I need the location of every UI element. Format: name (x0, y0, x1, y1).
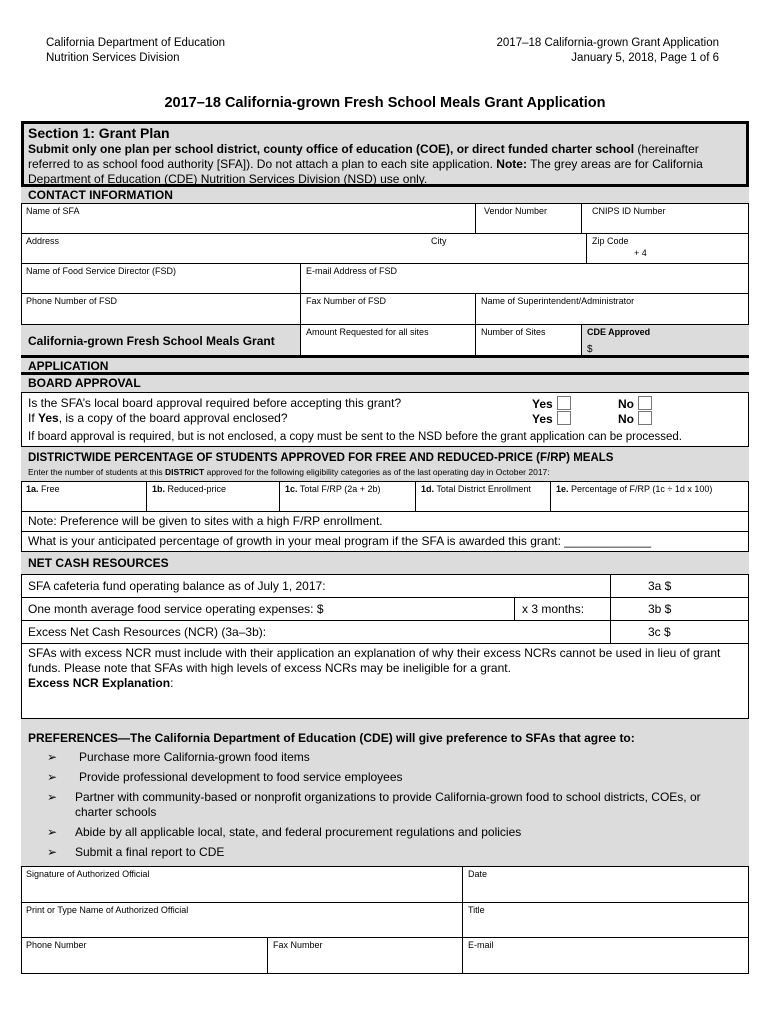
page-title: 2017–18 California-grown Fresh School Meals Grant Application (164, 95, 606, 111)
preferences-heading: PREFERENCES—The California Department of Education (CDE) will give preference to SFAs that agree to: (28, 731, 635, 745)
page-header-right (497, 36, 719, 66)
frp-note: Note: Preference will be given to sites with a high F/RP enrollment. (28, 514, 383, 528)
preferences-list (21, 750, 736, 865)
frp-percentage-field[interactable]: 1e. Percentage of F/RP (1c ÷ 1d x 100) (550, 482, 749, 511)
q2-yes-checkbox[interactable] (557, 411, 571, 425)
q1-yes-checkbox[interactable] (557, 396, 571, 410)
header-org: California Department of Education (46, 37, 225, 49)
title-field[interactable]: Title (462, 903, 749, 937)
header-doc-title: 2017–18 California-grown Grant Application (496, 37, 719, 49)
preference-item: ➢ Partner with community-based or nonprofit organizations to provide California-grown food to school districts, COEs, or charter schools (47, 790, 701, 819)
page-header-left (46, 36, 225, 66)
contact-heading: CONTACT INFORMATION (28, 188, 173, 202)
arrow-bullet-icon: ➢ (47, 825, 58, 839)
fsd-phone-field[interactable]: Phone Number of FSD (26, 296, 118, 306)
superintendent-field[interactable]: Name of Superintendent/Administrator (475, 294, 749, 324)
arrow-bullet-icon: ➢ (47, 770, 58, 784)
fsd-email-field[interactable]: E-mail Address of FSD (300, 264, 749, 293)
fax-field[interactable]: Fax Number (267, 938, 462, 973)
ncr-3a-label: SFA cafeteria fund operating balance as of July 1, 2017: (28, 579, 326, 593)
phone-field[interactable]: Phone Number (26, 940, 87, 950)
number-sites-field[interactable]: Number of Sites (475, 325, 581, 355)
section1-block (21, 121, 749, 187)
board-heading: BOARD APPROVAL (28, 376, 141, 390)
section1-intro: Submit only one plan per school district, county office of education (COE), or direct funded charter school (hereinafter referred to as school food authority [SFA]). Do not attach a plan to each site application. Note: The grey areas are for California Department of Education (CDE) Nutrition Services Division (NSD) use only. (28, 142, 703, 186)
frp-columns-row (21, 482, 749, 512)
contact-heading-row (21, 187, 749, 204)
section1-heading: Section 1: Grant Plan (28, 125, 170, 141)
amount-requested-field[interactable]: Amount Requested for all sites (300, 325, 475, 355)
q1-yes: Yes (532, 396, 571, 411)
ncr-3c-field[interactable]: 3c $ (610, 621, 749, 643)
preference-item: ➢ Abide by all applicable local, state, and federal procurement regulations and policies (47, 825, 522, 839)
frp-enrollment-field[interactable]: 1d. Total District Enrollment (415, 482, 550, 511)
ncr-row-3b (21, 598, 749, 621)
board-q2: If Yes, is a copy of the board approval enclosed? (28, 411, 288, 425)
ncr-3b-field[interactable]: 3b $ (610, 598, 749, 620)
grant-label: California-grown Fresh School Meals Grant (28, 334, 275, 348)
frp-total-field[interactable]: 1c. Total F/RP (2a + 2b) (279, 482, 415, 511)
print-name-field[interactable]: Print or Type Name of Authorized Official (26, 905, 189, 915)
arrow-bullet-icon: ➢ (47, 750, 58, 764)
application-heading: APPLICATION (28, 359, 109, 373)
ncr-3a-field[interactable]: 3a $ (610, 575, 749, 597)
board-heading-row (21, 375, 749, 393)
board-q1: Is the SFA’s local board approval required before accepting this grant? (28, 396, 402, 410)
application-heading-row (21, 358, 749, 375)
address-field[interactable]: Address (26, 236, 60, 246)
signature-field[interactable]: Signature of Authorized Official (26, 869, 150, 879)
ncr-3c-label: Excess Net Cash Resources (NCR) (3a–3b): (28, 625, 267, 639)
q2-no: No (618, 411, 652, 426)
contact-row-fsd (21, 264, 749, 294)
fsd-fax-field[interactable]: Fax Number of FSD (300, 294, 475, 324)
contact-row-phone (21, 294, 749, 325)
phone-row (21, 938, 749, 974)
ncr-heading: NET CASH RESOURCES (28, 556, 169, 570)
q2-no-checkbox[interactable] (638, 411, 652, 425)
zip-plus4: + 4 (634, 248, 647, 258)
date-field[interactable]: Date (462, 867, 749, 902)
frp-heading-row (21, 447, 749, 482)
frp-reduced-field[interactable]: 1b. Reduced-price (146, 482, 279, 511)
q1-no: No (618, 396, 652, 411)
frp-heading: DISTRICTWIDE PERCENTAGE OF STUDENTS APPROVED FOR FREE AND REDUCED-PRICE (F/RP) MEALS (28, 452, 614, 464)
ncr-explanation-text: SFAs with excess NCR must include with their application an explanation of why their excess NCRs cannot be used in lieu of grant funds. Please note that SFAs with high levels of excess NCRs may be ineligible for a grant. (28, 646, 721, 675)
ncr-explanation-label: Excess NCR Explanation: (28, 676, 174, 690)
preference-item: ➢ Provide professional development to food service employees (47, 770, 403, 784)
arrow-bullet-icon: ➢ (47, 845, 58, 859)
frp-free-field[interactable]: 1a. Free (26, 484, 60, 494)
ncr-3b-multiplier: x 3 months: (514, 598, 610, 620)
header-date-page: January 5, 2018, Page 1 of 6 (571, 52, 719, 64)
preference-item: ➢ Submit a final report to CDE (47, 845, 225, 859)
grant-request-row (21, 325, 749, 358)
vendor-number-field[interactable]: Vendor Number (475, 204, 581, 233)
print-name-row (21, 903, 749, 938)
preferences-block (21, 719, 749, 867)
name-sfa-field[interactable]: Name of SFA (26, 206, 80, 216)
header-division: Nutrition Services Division (46, 52, 180, 64)
ncr-3b-label[interactable]: One month average food service operating expenses: $ (28, 602, 324, 616)
q1-no-checkbox[interactable] (638, 396, 652, 410)
cnips-id-field[interactable]: CNIPS ID Number (581, 204, 749, 233)
frp-note-row (21, 512, 749, 532)
contact-row-sfa (21, 204, 749, 234)
cde-approved-dollar: $ (587, 344, 593, 355)
signature-row (21, 867, 749, 903)
board-note: If board approval is required, but is not enclosed, a copy must be sent to the NSD before the grant application can be processed. (28, 431, 682, 443)
fsd-name-field[interactable]: Name of Food Service Director (FSD) (26, 266, 177, 276)
board-approval-block (21, 393, 749, 447)
contact-row-address (21, 234, 749, 264)
growth-question[interactable]: What is your anticipated percentage of growth in your meal program if the SFA is awarded this grant: _____________ (28, 534, 652, 548)
growth-row (21, 532, 749, 552)
arrow-bullet-icon: ➢ (47, 790, 58, 804)
email-field[interactable]: E-mail (462, 938, 749, 973)
cde-approved-cell: CDE Approved $ (581, 325, 749, 355)
ncr-row-3a (21, 575, 749, 598)
zip-code-field[interactable]: Zip Code + 4 (586, 234, 749, 263)
ncr-row-3c (21, 621, 749, 644)
ncr-heading-row (21, 552, 749, 575)
preference-item: ➢ Purchase more California-grown food items (47, 750, 310, 764)
city-field[interactable]: City (431, 236, 447, 246)
q2-yes: Yes (532, 411, 571, 426)
frp-subheading: Enter the number of students at this DISTRICT approved for the following eligibility categories as of the last operating day in October 2017: (28, 467, 550, 477)
ncr-explanation-block[interactable] (21, 644, 749, 719)
